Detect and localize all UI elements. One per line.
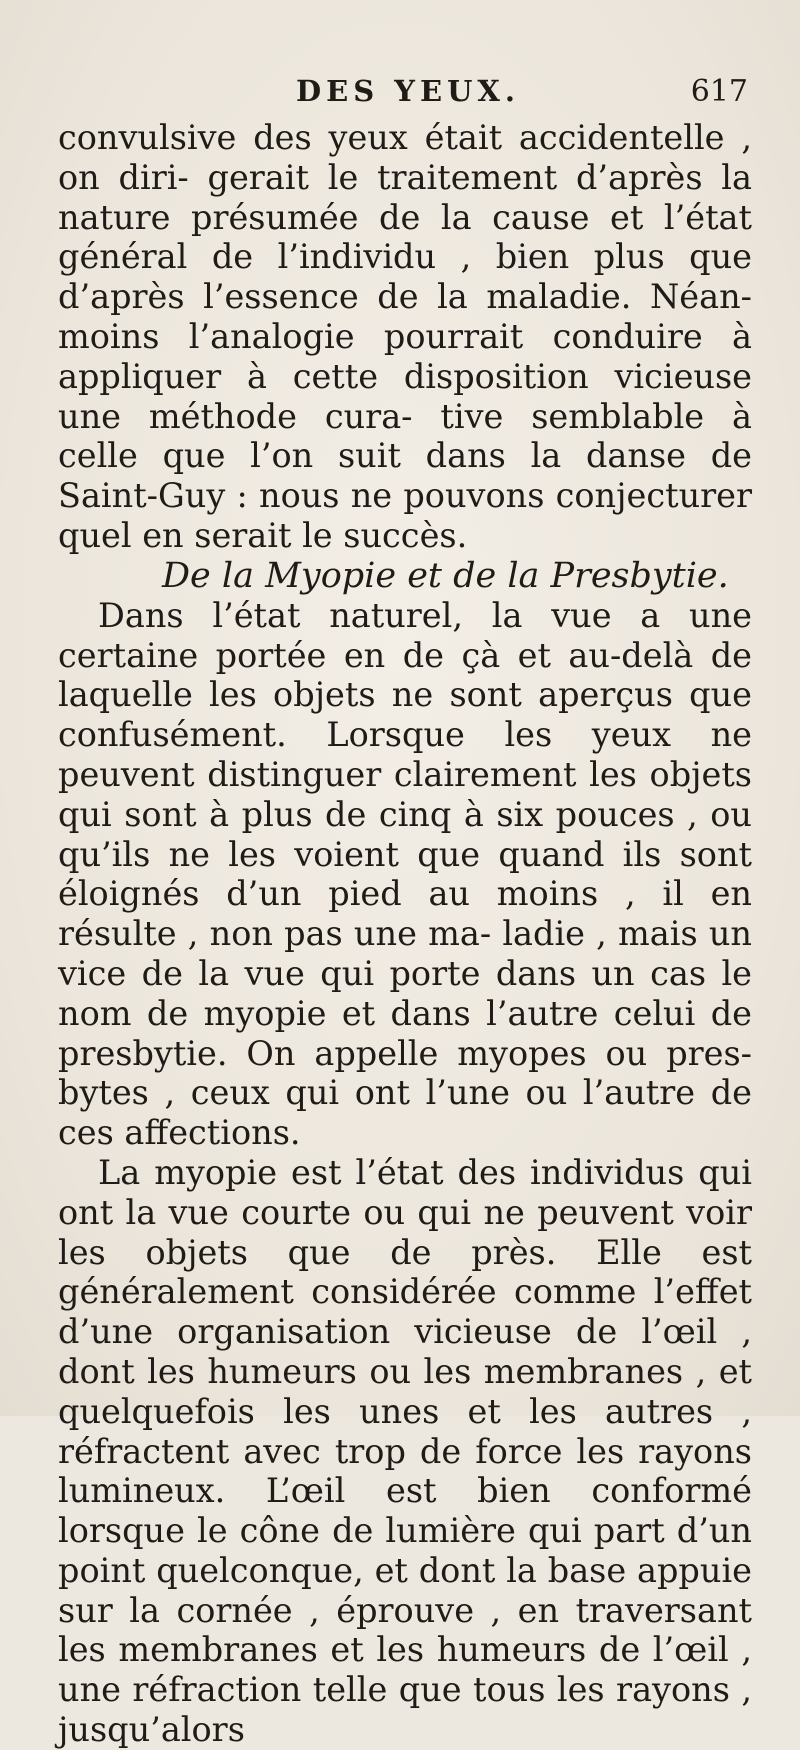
running-title: DES YEUX. [296,74,520,108]
paragraph-natural-state: Dans l’état naturel, la vue a une certaine portée en de çà et au-delà de laquelle les objets ne sont aperçus que confusément. Lorsque les yeux ne peuvent distinguer clairement les objets qui sont à plus de cinq à six pouces , ou qu’ils ne les voient que quand ils sont éloignés d’un pied au moins , il en résulte , non pas une ma- ladie , mais un vice de la vue qui porte dans un cas le nom de myopie et dans l’autre celui de presbytie. On appelle myopes ou pres- bytes , ceux qui ont l’une ou l’autre de ces affections. [58,595,752,1153]
paragraph-myopia: La myopie est l’état des individus qui ont la vue courte ou qui ne peuvent voir les objets que de près. Elle est généralement considérée comme l’effet d’une organisation vicieuse de l’œil , dont les humeurs ou les membranes , et quelquefois les unes et les autres , réfractent avec trop de force les rayons lumineux. L’œil est bien conformé lorsque le cône de lumière qui part d’un point quelconque, et dont la base appuie sur la cornée , éprouve , en traversant les membranes et les humeurs de l’œil , une réfraction telle que tous les rayons , jusqu’alors [58,1152,752,1750]
section-heading: De la Myopie et de la Presbytie. [162,555,729,596]
page-number: 617 [690,74,748,109]
body-text [58,118,752,1750]
running-head [58,74,752,116]
paragraph-convulsive: convulsive des yeux était accidentelle , on diri- gerait le traitement d’après la nature présumée de la cause et l’état général de l’individu , bien plus que d’après l’essence de la maladie. Néan- moins l’analogie pourrait conduire à appliquer à cette disposition vicieuse une méthode cura- tive semblable à celle que l’on suit dans la danse de Saint-Guy : nous ne pouvons conjecturer quel en serait le succès. [58,118,752,555]
